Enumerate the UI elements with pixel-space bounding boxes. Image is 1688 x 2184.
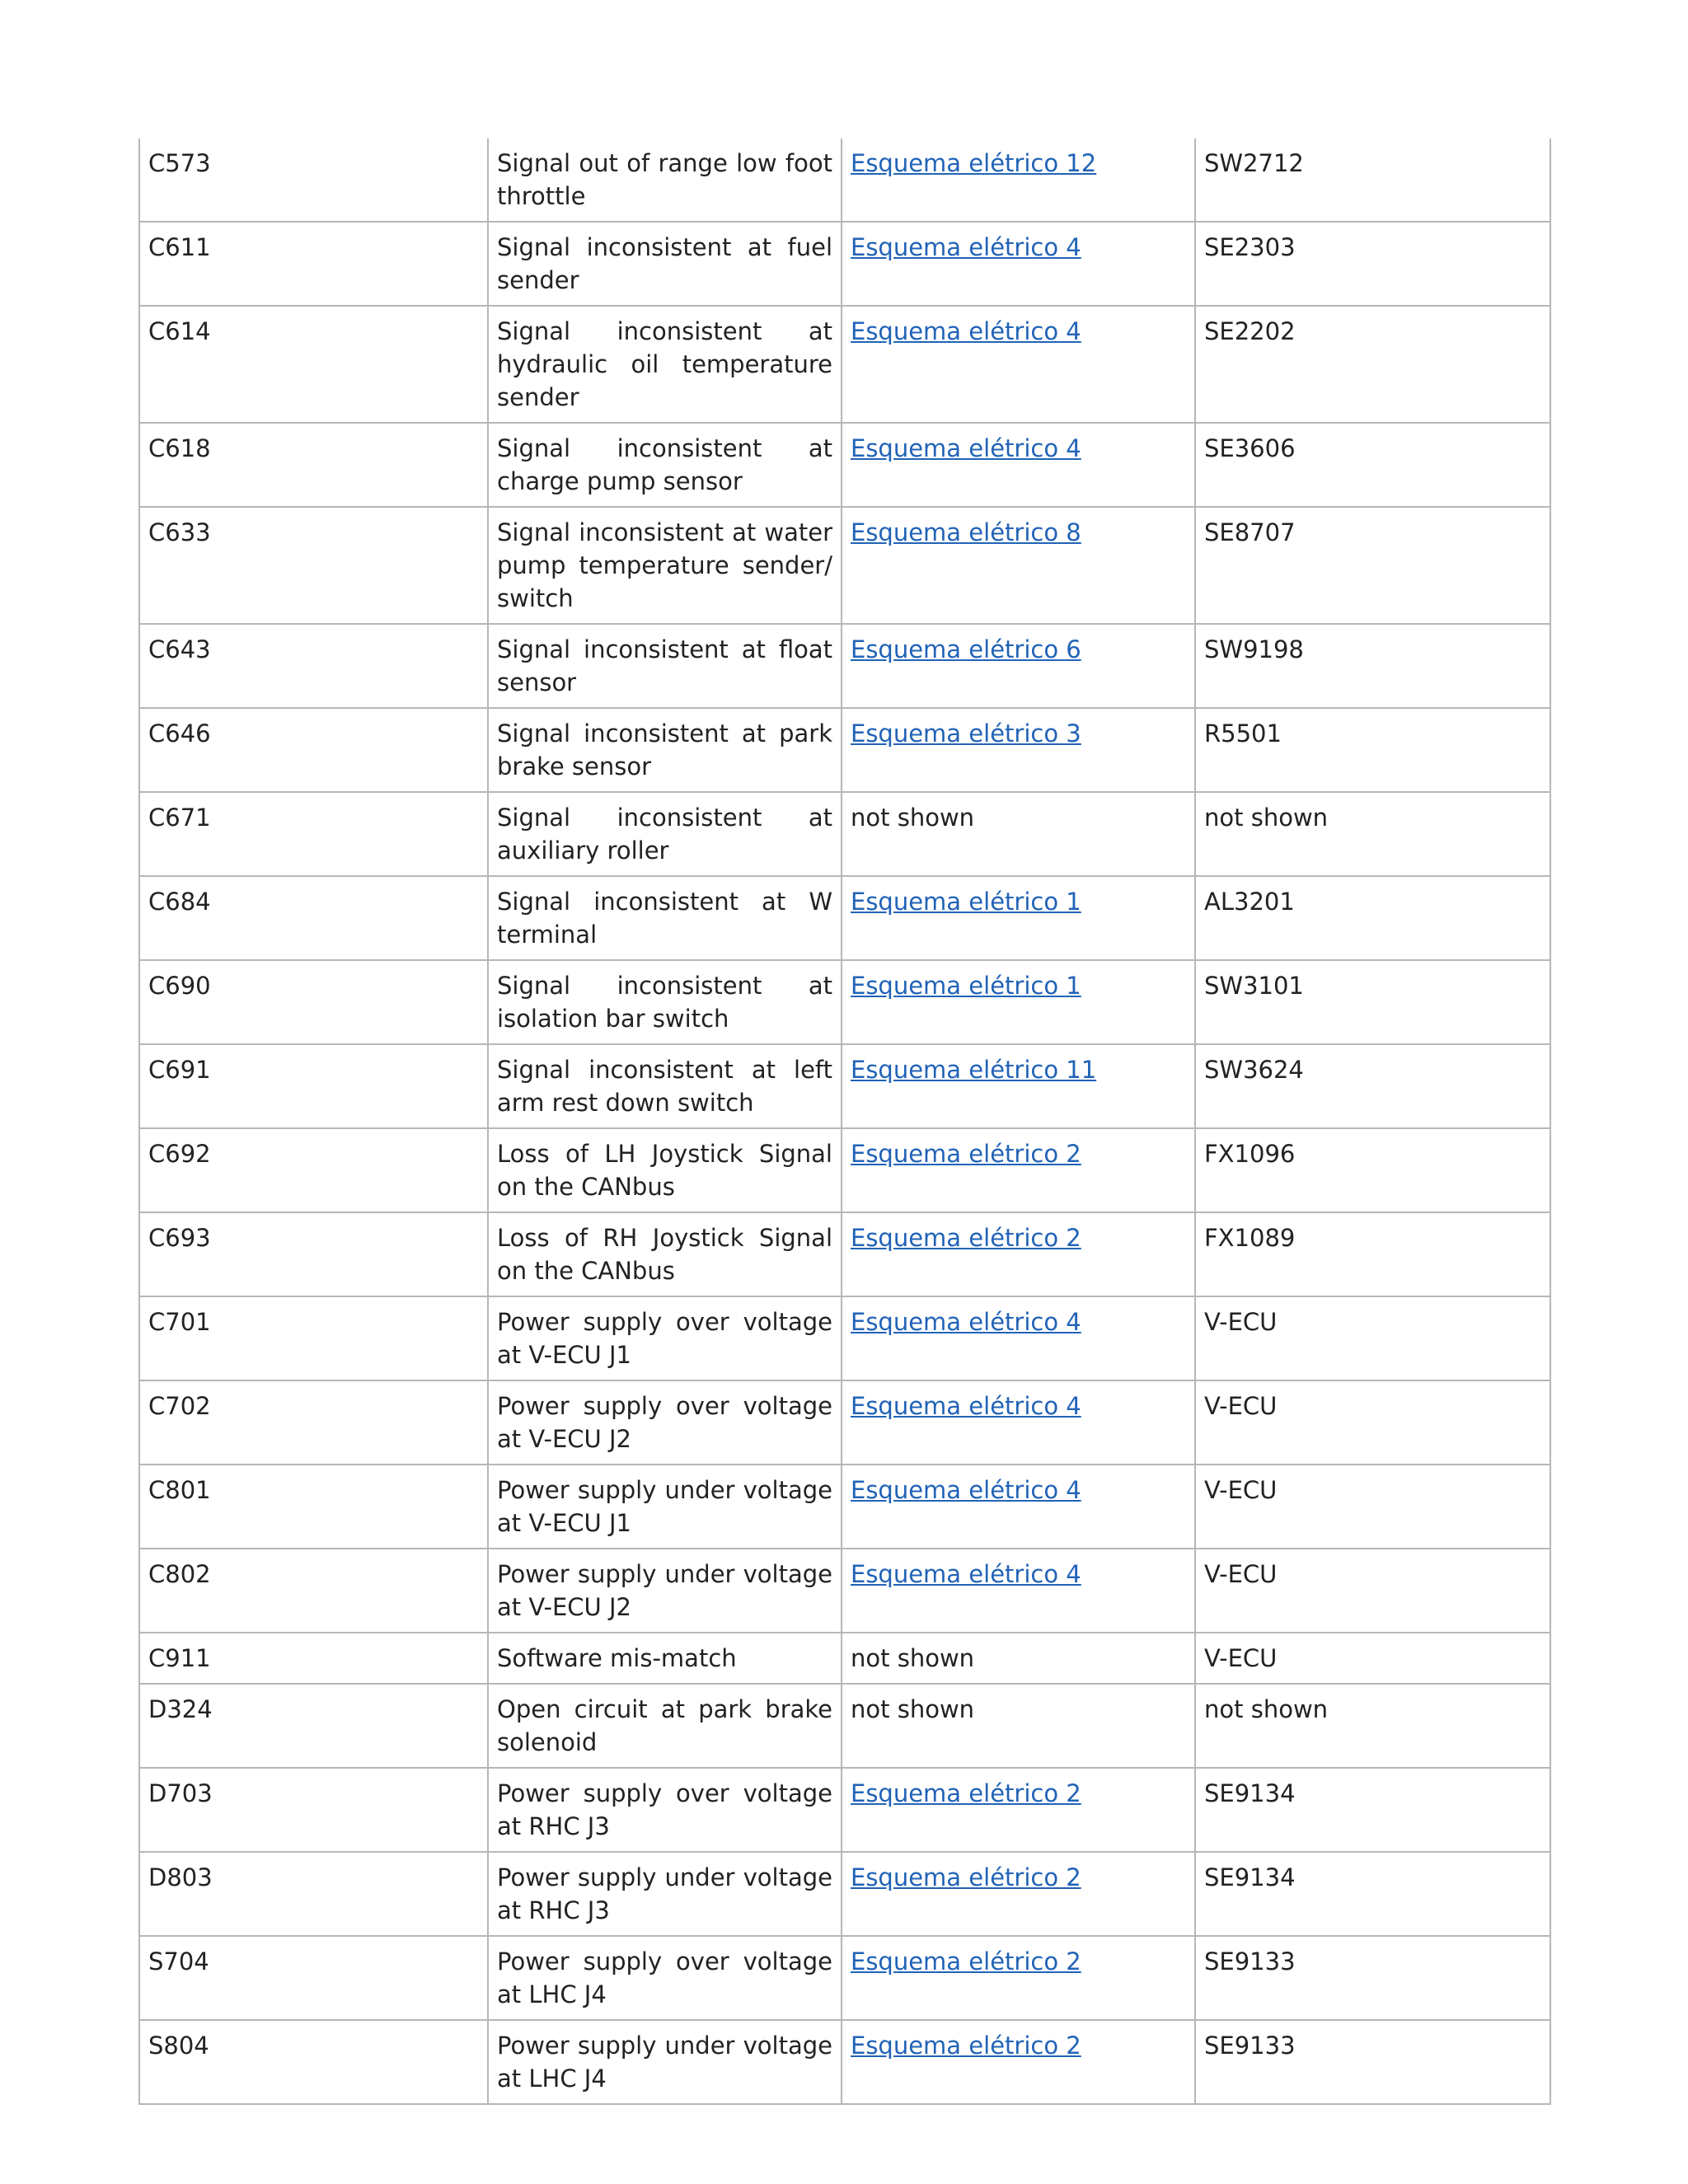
table-row (139, 1936, 1550, 2020)
schematic-link[interactable]: Esquema elétrico 4 (851, 1560, 1081, 1588)
table-row (139, 138, 1550, 222)
fault-description-cell: Power supply under voltage at V-ECU J2 (488, 1549, 842, 1633)
fault-code-cell: C691 (139, 1044, 488, 1128)
schematic-link[interactable]: Esquema elétrico 2 (851, 2032, 1081, 2060)
schematic-link-cell (842, 1852, 1195, 1936)
schematic-link[interactable]: Esquema elétrico 1 (851, 888, 1081, 916)
schematic-link[interactable]: Esquema elétrico 3 (851, 719, 1081, 748)
component-ref-cell: V-ECU (1195, 1549, 1550, 1633)
schematic-link-cell (842, 1128, 1195, 1212)
fault-description-cell: Signal inconsistent at park brake sensor (488, 708, 842, 792)
table-row (139, 1768, 1550, 1852)
component-ref-cell: FX1096 (1195, 1128, 1550, 1212)
table-row (139, 2020, 1550, 2104)
table-row (139, 1380, 1550, 1465)
table-row (139, 507, 1550, 624)
table-row (139, 876, 1550, 960)
fault-code-cell: C633 (139, 507, 488, 624)
fault-description-cell: Signal inconsistent at auxiliary roller (488, 792, 842, 876)
component-ref-cell: FX1089 (1195, 1212, 1550, 1296)
schematic-link-cell (842, 2020, 1195, 2104)
schematic-link-cell (842, 1044, 1195, 1128)
table-row (139, 708, 1550, 792)
table-row (139, 306, 1550, 423)
table-row (139, 792, 1550, 876)
fault-description-cell: Power supply over voltage at V-ECU J2 (488, 1380, 842, 1465)
schematic-link-cell (842, 1768, 1195, 1852)
table-row (139, 1212, 1550, 1296)
schematic-link[interactable]: Esquema elétrico 1 (851, 972, 1081, 1000)
component-ref-cell: SW2712 (1195, 138, 1550, 222)
fault-description-cell: Signal inconsistent at W terminal (488, 876, 842, 960)
schematic-link-cell (842, 792, 1195, 876)
schematic-link[interactable]: Esquema elétrico 12 (851, 149, 1097, 177)
fault-code-cell: C684 (139, 876, 488, 960)
table-row (139, 1465, 1550, 1549)
schematic-link-cell (842, 1212, 1195, 1296)
table-row (139, 423, 1550, 507)
fault-description-cell: Power supply under voltage at V-ECU J1 (488, 1465, 842, 1549)
component-ref-cell: SE2202 (1195, 306, 1550, 423)
table-row (139, 1296, 1550, 1380)
component-ref-cell: V-ECU (1195, 1633, 1550, 1684)
schematic-link[interactable]: Esquema elétrico 2 (851, 1140, 1081, 1168)
table-row (139, 1044, 1550, 1128)
fault-code-cell: D803 (139, 1852, 488, 1936)
schematic-link[interactable]: Esquema elétrico 2 (851, 1779, 1081, 1807)
fault-code-cell: C671 (139, 792, 488, 876)
fault-code-cell: C802 (139, 1549, 488, 1633)
schematic-link[interactable]: Esquema elétrico 6 (851, 635, 1081, 663)
table-row (139, 960, 1550, 1044)
schematic-not-shown-text: not shown (851, 1644, 975, 1672)
schematic-link[interactable]: Esquema elétrico 4 (851, 233, 1081, 261)
fault-code-cell: D324 (139, 1684, 488, 1768)
schematic-not-shown-text: not shown (851, 1695, 975, 1723)
schematic-link-cell (842, 1684, 1195, 1768)
schematic-link[interactable]: Esquema elétrico 8 (851, 518, 1081, 546)
schematic-link[interactable]: Esquema elétrico 4 (851, 1476, 1081, 1504)
table-row (139, 1633, 1550, 1684)
schematic-link[interactable]: Esquema elétrico 2 (851, 1863, 1081, 1891)
fault-code-cell: C693 (139, 1212, 488, 1296)
table-row (139, 1852, 1550, 1936)
component-ref-cell: SE9134 (1195, 1768, 1550, 1852)
fault-description-cell: Signal inconsistent at fuel sender (488, 222, 842, 306)
component-ref-cell: not shown (1195, 792, 1550, 876)
fault-code-cell: C614 (139, 306, 488, 423)
component-ref-cell: SE2303 (1195, 222, 1550, 306)
fault-code-cell: C618 (139, 423, 488, 507)
fault-description-cell: Open circuit at park brake solenoid (488, 1684, 842, 1768)
fault-description-cell: Signal inconsistent at float sensor (488, 624, 842, 708)
fault-code-table-body (139, 138, 1550, 2104)
fault-code-table (138, 138, 1551, 2105)
component-ref-cell: SW3101 (1195, 960, 1550, 1044)
fault-code-cell: C692 (139, 1128, 488, 1212)
schematic-link-cell (842, 1549, 1195, 1633)
fault-description-cell: Power supply under voltage at RHC J3 (488, 1852, 842, 1936)
fault-description-cell: Power supply over voltage at V-ECU J1 (488, 1296, 842, 1380)
fault-description-cell: Loss of RH Joystick Signal on the CANbus (488, 1212, 842, 1296)
schematic-link[interactable]: Esquema elétrico 4 (851, 1308, 1081, 1336)
component-ref-cell: SW9198 (1195, 624, 1550, 708)
component-ref-cell: AL3201 (1195, 876, 1550, 960)
fault-description-cell: Signal inconsistent at water pump temperature sender/ switch (488, 507, 842, 624)
fault-code-cell: C801 (139, 1465, 488, 1549)
schematic-link[interactable]: Esquema elétrico 4 (851, 1392, 1081, 1420)
schematic-link-cell (842, 1633, 1195, 1684)
fault-code-cell: S804 (139, 2020, 488, 2104)
fault-code-cell: S704 (139, 1936, 488, 2020)
schematic-link[interactable]: Esquema elétrico 2 (851, 1947, 1081, 1975)
fault-description-cell: Power supply over voltage at LHC J4 (488, 1936, 842, 2020)
schematic-link-cell (842, 423, 1195, 507)
component-ref-cell: not shown (1195, 1684, 1550, 1768)
schematic-link-cell (842, 1380, 1195, 1465)
schematic-link[interactable]: Esquema elétrico 11 (851, 1056, 1097, 1084)
component-ref-cell: SE9134 (1195, 1852, 1550, 1936)
table-row (139, 624, 1550, 708)
fault-description-cell: Software mis-match (488, 1633, 842, 1684)
fault-description-cell: Signal inconsistent at charge pump sensor (488, 423, 842, 507)
component-ref-cell: V-ECU (1195, 1465, 1550, 1549)
schematic-link[interactable]: Esquema elétrico 2 (851, 1224, 1081, 1252)
fault-code-cell: C701 (139, 1296, 488, 1380)
schematic-link-cell (842, 1296, 1195, 1380)
component-ref-cell: V-ECU (1195, 1380, 1550, 1465)
component-ref-cell: SE9133 (1195, 2020, 1550, 2104)
fault-code-cell: C646 (139, 708, 488, 792)
fault-description-cell: Signal out of range low foot throttle (488, 138, 842, 222)
fault-code-cell: C643 (139, 624, 488, 708)
fault-code-cell: C702 (139, 1380, 488, 1465)
table-row (139, 1549, 1550, 1633)
schematic-link-cell (842, 876, 1195, 960)
schematic-link-cell (842, 1465, 1195, 1549)
component-ref-cell: V-ECU (1195, 1296, 1550, 1380)
schematic-link-cell (842, 960, 1195, 1044)
fault-code-cell: C573 (139, 138, 488, 222)
fault-description-cell: Signal inconsistent at isolation bar switch (488, 960, 842, 1044)
component-ref-cell: SW3624 (1195, 1044, 1550, 1128)
schematic-link-cell (842, 624, 1195, 708)
fault-code-cell: C911 (139, 1633, 488, 1684)
schematic-not-shown-text: not shown (851, 804, 975, 832)
fault-description-cell: Signal inconsistent at hydraulic oil temperature sender (488, 306, 842, 423)
fault-description-cell: Loss of LH Joystick Signal on the CANbus (488, 1128, 842, 1212)
component-ref-cell: SE3606 (1195, 423, 1550, 507)
schematic-link-cell (842, 138, 1195, 222)
schematic-link-cell (842, 306, 1195, 423)
fault-description-cell: Signal inconsistent at left arm rest down switch (488, 1044, 842, 1128)
schematic-link[interactable]: Esquema elétrico 4 (851, 434, 1081, 462)
component-ref-cell: SE8707 (1195, 507, 1550, 624)
schematic-link[interactable]: Esquema elétrico 4 (851, 317, 1081, 345)
fault-code-cell: C690 (139, 960, 488, 1044)
schematic-link-cell (842, 1936, 1195, 2020)
table-row (139, 222, 1550, 306)
fault-description-cell: Power supply over voltage at RHC J3 (488, 1768, 842, 1852)
component-ref-cell: R5501 (1195, 708, 1550, 792)
table-row (139, 1128, 1550, 1212)
fault-description-cell: Power supply under voltage at LHC J4 (488, 2020, 842, 2104)
schematic-link-cell (842, 222, 1195, 306)
fault-code-cell: C611 (139, 222, 488, 306)
schematic-link-cell (842, 708, 1195, 792)
component-ref-cell: SE9133 (1195, 1936, 1550, 2020)
fault-code-cell: D703 (139, 1768, 488, 1852)
table-row (139, 1684, 1550, 1768)
schematic-link-cell (842, 507, 1195, 624)
